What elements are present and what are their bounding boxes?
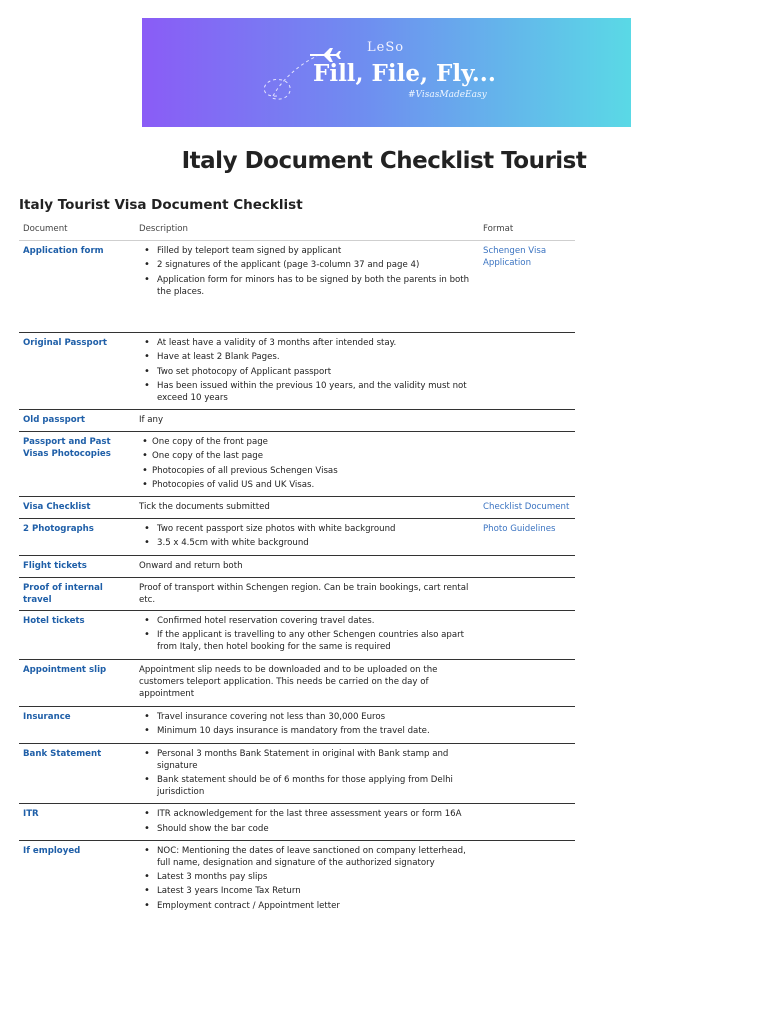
table-row (19, 519, 575, 555)
document-description: Onward and return both (135, 555, 479, 577)
list-item: • Should show the bar code (139, 823, 475, 835)
list-item: • ITR acknowledgement for the last three assessment years or form 16A (139, 808, 475, 820)
document-description: Tick the documents submitted (135, 497, 479, 519)
document-name[interactable]: ITR (19, 804, 135, 840)
section-title: Italy Tourist Visa Document Checklist (19, 197, 303, 213)
table-row (19, 804, 575, 840)
format-link (479, 610, 575, 659)
list-item: • Minimum 10 days insurance is mandatory from the travel date. (139, 725, 475, 737)
document-description (135, 706, 479, 743)
table-row (19, 333, 575, 410)
description-list (139, 436, 475, 491)
description-list (139, 245, 475, 298)
table-row (19, 840, 575, 917)
document-name[interactable]: Bank Statement (19, 743, 135, 804)
document-description: Appointment slip needs to be downloaded and to be uploaded on the customers teleport application. This needs be carried on the day of appointment (135, 659, 479, 706)
description-list (139, 615, 475, 654)
list-item: • Two set photocopy of Applicant passport (139, 366, 475, 378)
list-item: • One copy of the last page (139, 450, 475, 462)
brand-name: LeSo (367, 40, 405, 55)
document-name[interactable]: Hotel tickets (19, 610, 135, 659)
description-list (139, 711, 475, 737)
list-item: • Personal 3 months Bank Statement in original with Bank stamp and signature (139, 748, 475, 772)
format-link (479, 804, 575, 840)
document-name[interactable]: Old passport (19, 410, 135, 432)
format-link (479, 555, 575, 577)
list-item: • Has been issued within the previous 10 years, and the validity must not exceed 10 years (139, 380, 475, 404)
format-link (479, 410, 575, 432)
document-name[interactable]: If employed (23, 845, 81, 856)
column-header-description: Description (135, 220, 479, 241)
column-header-format: Format (479, 220, 575, 241)
list-item: • NOC: Mentioning the dates of leave sanctioned on company letterhead, full name, designation and signature of the authorized signatory (139, 845, 475, 869)
list-item: • Photocopies of valid US and UK Visas. (139, 479, 475, 491)
document-name[interactable]: Flight tickets (19, 555, 135, 577)
format-link (479, 432, 575, 497)
document-description (135, 333, 479, 410)
description-list (139, 808, 475, 834)
list-item: • Latest 3 years Income Tax Return (139, 885, 475, 897)
table-row (19, 743, 575, 804)
description-list (139, 748, 475, 799)
list-item: • 2 signatures of the applicant (page 3-column 37 and page 4) (139, 259, 475, 271)
document-name[interactable]: Visa Checklist (19, 497, 135, 519)
list-item: • 3.5 x 4.5cm with white background (139, 537, 475, 549)
banner-hashtag: #VisasMadeEasy (408, 90, 487, 100)
table-row (19, 577, 575, 610)
document-name[interactable]: Original Passport (19, 333, 135, 410)
format-link[interactable]: Schengen Visa Application (479, 241, 575, 333)
list-item: • Have at least 2 Blank Pages. (139, 351, 475, 363)
table-row (19, 659, 575, 706)
checklist-table (19, 220, 575, 917)
description-list (139, 337, 475, 404)
table-row (19, 410, 575, 432)
page-title: Italy Document Checklist Tourist (181, 148, 587, 174)
format-link (479, 659, 575, 706)
document-description: If any (135, 410, 479, 432)
document-description (135, 610, 479, 659)
format-link (479, 743, 575, 804)
table-header-row (19, 220, 575, 241)
header-banner (142, 18, 631, 127)
document-description (135, 432, 479, 497)
table-row (19, 241, 575, 333)
format-link (479, 840, 575, 917)
list-item: • If the applicant is travelling to any other Schengen countries also apart from Italy, then hotel booking for the same is required (139, 629, 475, 653)
document-name[interactable]: Appointment slip (19, 659, 135, 706)
list-item: • Bank statement should be of 6 months for those applying from Delhi jurisdiction (139, 774, 475, 798)
list-item: • Latest 3 months pay slips (139, 871, 475, 883)
list-item: • Employment contract / Appointment letter (139, 900, 475, 912)
document-description (135, 743, 479, 804)
column-header-document: Document (19, 220, 135, 241)
format-link (479, 577, 575, 610)
table-row (19, 432, 575, 497)
list-item: • Application form for minors has to be signed by both the parents in both the places. (139, 274, 475, 298)
list-item: • Filled by teleport team signed by applicant (139, 245, 475, 257)
table-row (19, 706, 575, 743)
document-name[interactable]: Passport and Past Visas Photocopies (19, 432, 135, 497)
table-row (19, 497, 575, 519)
list-item: • Travel insurance covering not less than 30,000 Euros (139, 711, 475, 723)
document-description (135, 804, 479, 840)
document-name[interactable]: Application form (19, 241, 135, 333)
format-link (479, 706, 575, 743)
list-item: • Photocopies of all previous Schengen Visas (139, 465, 475, 477)
description-list (139, 845, 475, 912)
list-item: • Confirmed hotel reservation covering travel dates. (139, 615, 475, 627)
document-name[interactable]: Insurance (19, 706, 135, 743)
list-item: • One copy of the front page (139, 436, 475, 448)
table-row (19, 555, 575, 577)
format-link[interactable]: Checklist Document (479, 497, 575, 519)
banner-tagline: Fill, File, Fly... (313, 60, 496, 87)
document-name[interactable]: 2 Photographs (19, 519, 135, 555)
description-list (139, 523, 475, 549)
document-description (135, 519, 479, 555)
list-item: • At least have a validity of 3 months after intended stay. (139, 337, 475, 349)
document-description: Proof of transport within Schengen region. Can be train bookings, cart rental etc. (135, 577, 479, 610)
format-link[interactable]: Photo Guidelines (479, 519, 575, 555)
document-description (135, 241, 479, 333)
format-link (479, 333, 575, 410)
document-description (135, 840, 479, 917)
table-row (19, 610, 575, 659)
list-item: • Two recent passport size photos with white background (139, 523, 475, 535)
document-name[interactable]: Proof of internal travel (19, 577, 135, 610)
